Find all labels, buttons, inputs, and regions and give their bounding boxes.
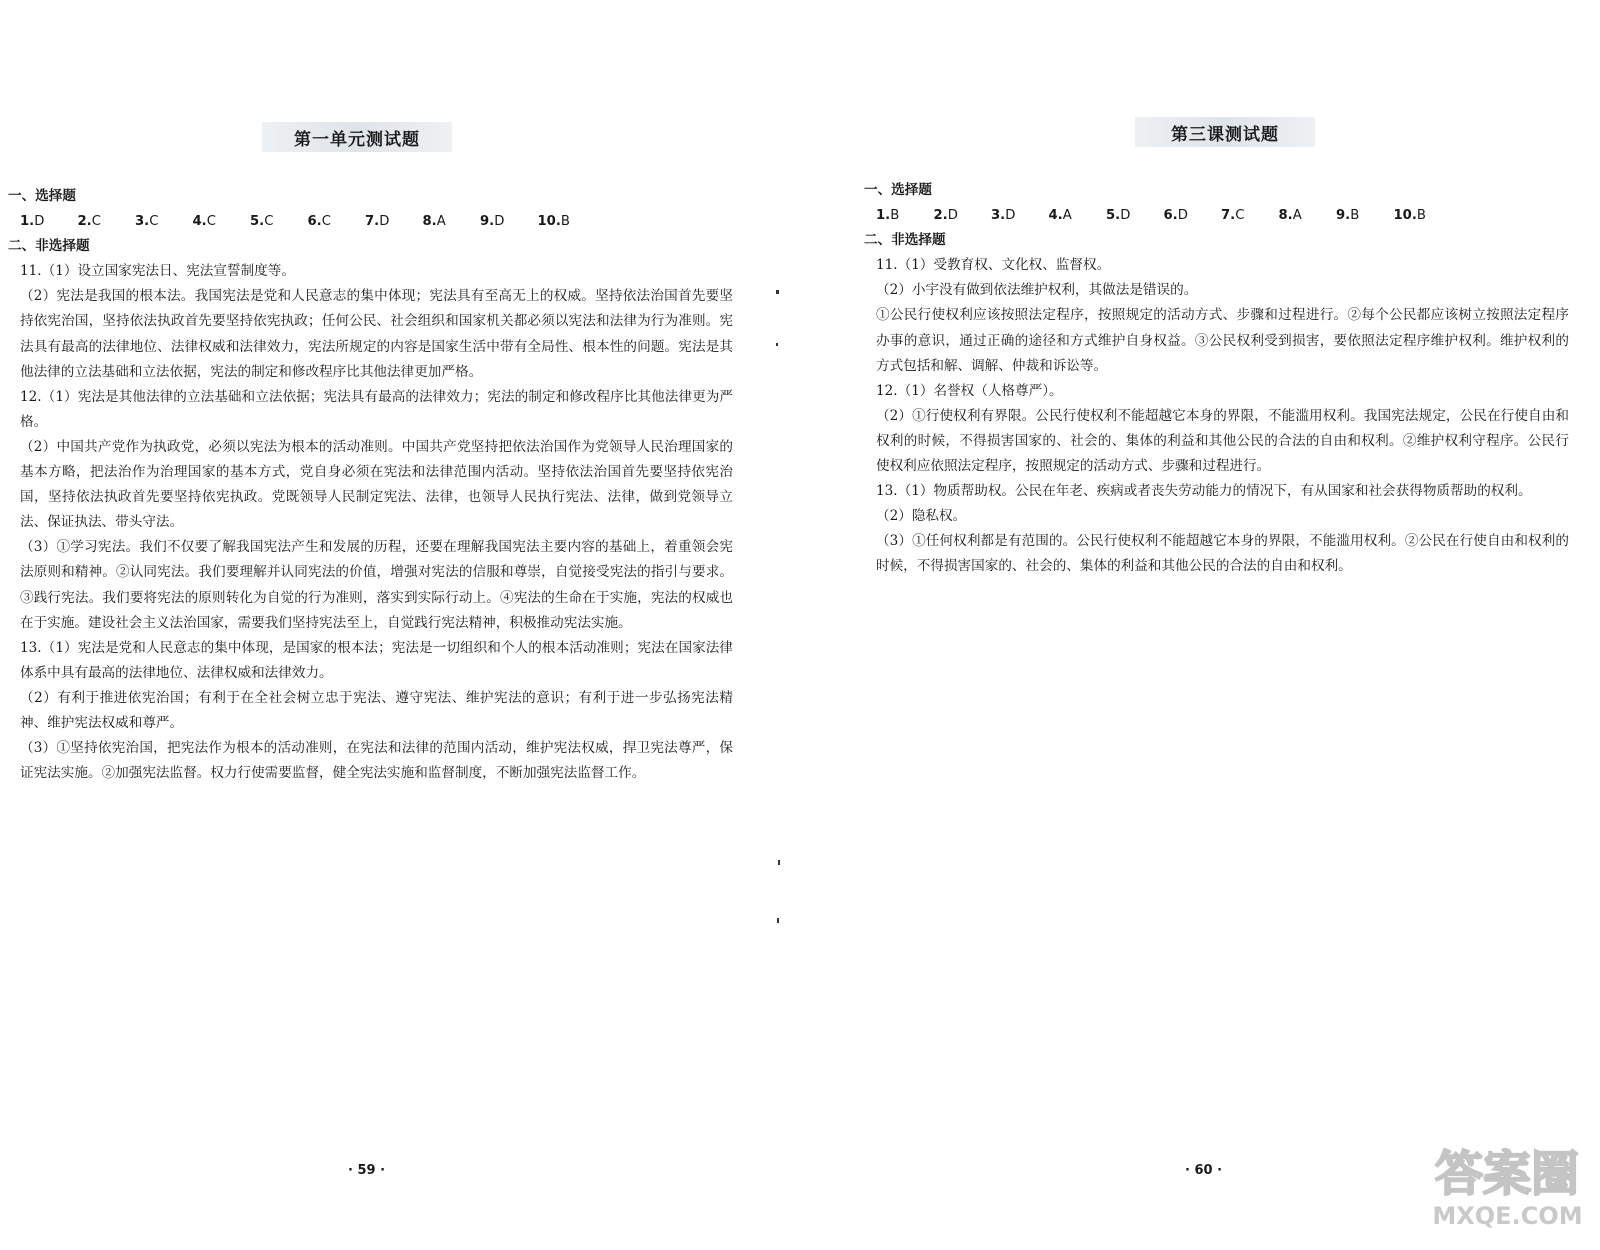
mc-answer: 4.C xyxy=(192,214,216,230)
scan-speck xyxy=(776,290,779,294)
answer-paragraph: （3）①任何权利都是有范围的。公民行使权利不能超越它本身的界限，不能滥用权利。②公民在行使自由和权利的时候，不得损害国家的、社会的、集体的利益和其他公民的合法的自由和权利。 xyxy=(876,533,1569,575)
mc-answer-row xyxy=(864,203,1569,228)
page-title: 第一单元测试题 xyxy=(262,122,452,152)
answer-paragraph: （3）①坚持依宪治国，把宪法作为根本的活动准则，在宪法和法律的范围内活动，维护宪法权威，捍卫宪法尊严，保证宪法实施。②加强宪法监督。权力行使需要监督，健全宪法实施和监督制度，不断加强宪法监督工作。 xyxy=(20,740,733,782)
answer-paragraph: 12.（1）名誉权（人格尊严）。 xyxy=(876,382,1063,399)
mc-answer: 8.A xyxy=(422,214,446,230)
answer-paragraph: （2）宪法是我国的根本法。我国宪法是党和人民意志的集中体现；宪法具有至高无上的权威。坚持依法治国首先要坚持依宪治国，坚持依法执政首先要坚持依宪执政；任何公民、社会组织和国家机关都必须以宪法和法律为行为准则。宪法具有最高的法律地位、法律权威和法律效力，宪法所规定的内容是国家生活中带有全局性、根本性的问题。宪法是其他法律的立法基础和立法依据，宪法的制定和修改程序比其他法律更加严格。 xyxy=(20,288,733,380)
mc-answer: 8.A xyxy=(1278,208,1302,224)
mc-answer: 9.D xyxy=(480,214,505,230)
answer-paragraph: 13.（1）物质帮助权。公民在年老、疾病或者丧失劳动能力的情况下，有从国家和社会获得物质帮助的权利。 xyxy=(876,483,1532,500)
page-title: 第三课测试题 xyxy=(1135,117,1315,147)
page-number: · 59 · xyxy=(348,1163,386,1178)
answer-paragraph: （2）隐私权。 xyxy=(876,508,967,525)
section-heading-nonchoice: 二、非选择题 xyxy=(8,238,90,255)
answer-paragraph: （2）有利于推进依宪治国；有利于在全社会树立忠于宪法、遵守宪法、维护宪法的意识；有利于进一步弘扬宪法精神、维护宪法权威和尊严。 xyxy=(20,689,733,731)
section-heading-nonchoice: 二、非选择题 xyxy=(864,232,946,249)
mc-answer: 6.C xyxy=(307,214,331,230)
scan-speck xyxy=(776,343,778,346)
svg-text:答案圈: 答案圈 xyxy=(1434,1146,1580,1202)
mc-answer: 1.B xyxy=(876,208,900,224)
mc-answer: 1.D xyxy=(20,214,45,230)
mc-answer: 3.D xyxy=(991,208,1016,224)
answer-paragraph: 12.（1）宪法是其他法律的立法基础和立法依据；宪法具有最高的法律效力；宪法的制定和修改程序比其他法律更为严格。 xyxy=(20,388,733,430)
mc-answer: 3.C xyxy=(135,214,159,230)
right-page xyxy=(810,0,1600,1250)
watermark-logo-icon xyxy=(1420,1140,1595,1202)
mc-answer: 2.D xyxy=(933,208,958,224)
watermark xyxy=(1420,1140,1595,1240)
mc-answer: 4.A xyxy=(1048,208,1072,224)
answer-paragraph: （2）①行使权利有界限。公民行使权利不能超越它本身的界限，不能滥用权利。我国宪法规定，公民在行使自由和权利的时候，不得损害国家的、社会的、集体的利益和其他公民的合法的自由和权利。②维护权利守程序。公民行使权利应依照法定程序，按照规定的活动方式、步骤和过程进行。 xyxy=(876,407,1569,475)
mc-answer: 9.B xyxy=(1336,208,1360,224)
mc-answer: 10.B xyxy=(537,214,570,230)
answer-content xyxy=(8,184,733,786)
answer-paragraph: 11.（1）设立国家宪法日、宪法宣誓制度等。 xyxy=(20,263,295,280)
section-heading-choice: 一、选择题 xyxy=(864,182,932,198)
answer-paragraph: （2）小宇没有做到依法维护权利，其做法是错误的。 xyxy=(876,282,1198,299)
mc-answer: 5.C xyxy=(250,214,274,230)
scan-speck xyxy=(777,918,779,923)
page-number: · 60 · xyxy=(1185,1163,1223,1178)
section-heading-choice: 一、选择题 xyxy=(8,188,76,204)
mc-answer: 7.D xyxy=(365,214,390,230)
answer-paragraph: ①公民行使权利应该按照法定程序，按照规定的活动方式、步骤和过程进行。②每个公民都应该树立按照法定程序办事的意识，通过正确的途径和方式维护自身权益。③公民权利受到损害，要依照法定程序维护权利。维护权利的方式包括和解、调解、仲裁和诉讼等。 xyxy=(876,307,1569,374)
mc-answer: 7.C xyxy=(1221,208,1245,224)
answer-paragraph: 11.（1）受教育权、文化权、监督权。 xyxy=(876,257,1111,274)
answer-content xyxy=(864,178,1569,580)
mc-answer: 5.D xyxy=(1106,208,1131,224)
watermark-site-text: MXQE.COM xyxy=(1432,1202,1583,1230)
mc-answer: 2.C xyxy=(77,214,101,230)
mc-answer: 6.D xyxy=(1163,208,1188,224)
mc-answer-row xyxy=(8,209,733,234)
answer-paragraph: （2）中国共产党作为执政党，必须以宪法为根本的活动准则。中国共产党坚持把依法治国作为党领导人民治理国家的基本方略，把法治作为治理国家的基本方式，党自身必须在宪法和法律范围内活动。坚持依法治国首先要坚持依宪治国，坚持依法执政首先要坚持依宪执政。党既领导人民制定宪法、法律，也领导人民执行宪法、法律，做到党领导立法、保证执法、带头守法。 xyxy=(20,438,733,531)
mc-answer: 10.B xyxy=(1393,208,1426,224)
scan-speck xyxy=(778,860,780,865)
answer-paragraph: （3）①学习宪法。我们不仅要了解我国宪法产生和发展的历程，还要在理解我国宪法主要内容的基础上，着重领会宪法原则和精神。②认同宪法。我们要理解并认同宪法的价值，增强对宪法的信服和尊崇，自觉接受宪法的指引与要求。③践行宪法。我们要将宪法的原则转化为自觉的行为准则，落实到实际行动上。④宪法的生命在于实施，宪法的权威也在于实施。建设社会主义法治国家，需要我们坚持宪法至上，自觉践行宪法精神，积极推动宪法实施。 xyxy=(20,539,733,631)
answer-paragraph: 13.（1）宪法是党和人民意志的集中体现，是国家的根本法；宪法是一切组织和个人的根本活动准则；宪法在国家法律体系中具有最高的法律地位、法律权威和法律效力。 xyxy=(20,639,733,681)
